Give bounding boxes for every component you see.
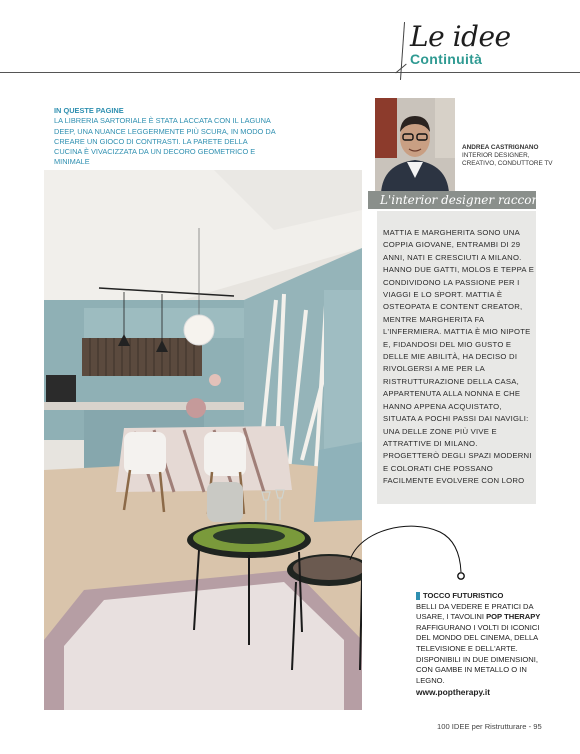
designer-portrait (375, 98, 455, 193)
section-title: Le idee (410, 20, 511, 53)
product-caption (416, 591, 546, 698)
designer-caption (462, 144, 562, 169)
product-caption-body (416, 602, 546, 687)
product-caption-title: TOCCO FUTURISTICO (423, 591, 504, 600)
header-rule (0, 72, 580, 73)
intro-text: LA LIBRERIA SARTORIALE È STATA LACCATA CON IL LAGUNA DEEP, UNA NUANCE LEGGERMENTE PIÙ SCURA, IN MODO DA CREARE UN GIOCO DI CONTRASTI. LA PARETE DELLA CUCINA È VIVACIZZATA DA UN DECORO GEOMETRICO E MINIMALE (54, 116, 276, 167)
page-footer: 100 IDEE per Ristrutturare - 95 (437, 722, 542, 731)
kitchen-dining-photo (44, 170, 362, 710)
product-brand: POP THERAPY (486, 612, 541, 622)
section-subtitle: Continuità (410, 51, 483, 67)
designer-role: INTERIOR DESIGNER, CREATIVO, CONDUTTORE TV (462, 152, 553, 168)
intro-heading: IN QUESTE PAGINE (54, 106, 124, 115)
product-text-b: RAFFIGURANO I VOLTI DI ICONICI DEL MONDO DEL CINEMA, DELLA TELEVISIONE E DELL'ARTE. DISPONIBILI IN DUE DIMENSIONI, CON GAMBE IN METALLO O IN LEGNO. (416, 622, 540, 685)
intro-caption (54, 106, 276, 168)
product-text-a: BELLI DA VEDERE E PRATICI DA USARE, I TAVOLINI (416, 601, 534, 622)
product-caption-heading (416, 591, 546, 602)
designer-name: ANDREA CASTRIGNANO (462, 144, 539, 151)
story-text: MATTIA E MARGHERITA SONO UNA COPPIA GIOVANE, ENTRAMBI DI 29 ANNI, NATI E CRESCIUTI A MILANO. HANNO DUE GATTI, MOLOS E TEPPA E CONDIVIDONO LA PASSIONE PER I VIAGGI E LO SPORT. MATTIA È OSTEOPATA E CONTENT CREATOR, MENTRE MARGHERITA FA L'INFERMIERA. MATTIA È MIO NIPOTE E, FIDANDOSI DEL MIO GUSTO E DELLE MIE ABILITÀ, HA DECISO DI RIVOLGERSI A ME PER LA RISTRUTTURAZIONE DELLA CASA, APPARTENUTA ALLA NONNA E CHE HANNO APPENA ACQUISTATO, SITUATA A POCHI PASSI DAI NAVIGLI: UNA DELLE ZONE PIÙ VIVE E ATTRATTIVE DI MILANO. PROGETTERÒ DEGLI SPAZI MODERNI E COLORATI CHE POSSANO FACILMENTE EVOLVERE CON LORO (383, 228, 535, 486)
callout-connector (330, 520, 470, 590)
product-url-link[interactable]: www.poptherapy.it (416, 687, 490, 698)
caption-marker (416, 592, 420, 600)
story-title: L'interior designer racconta (380, 193, 552, 207)
